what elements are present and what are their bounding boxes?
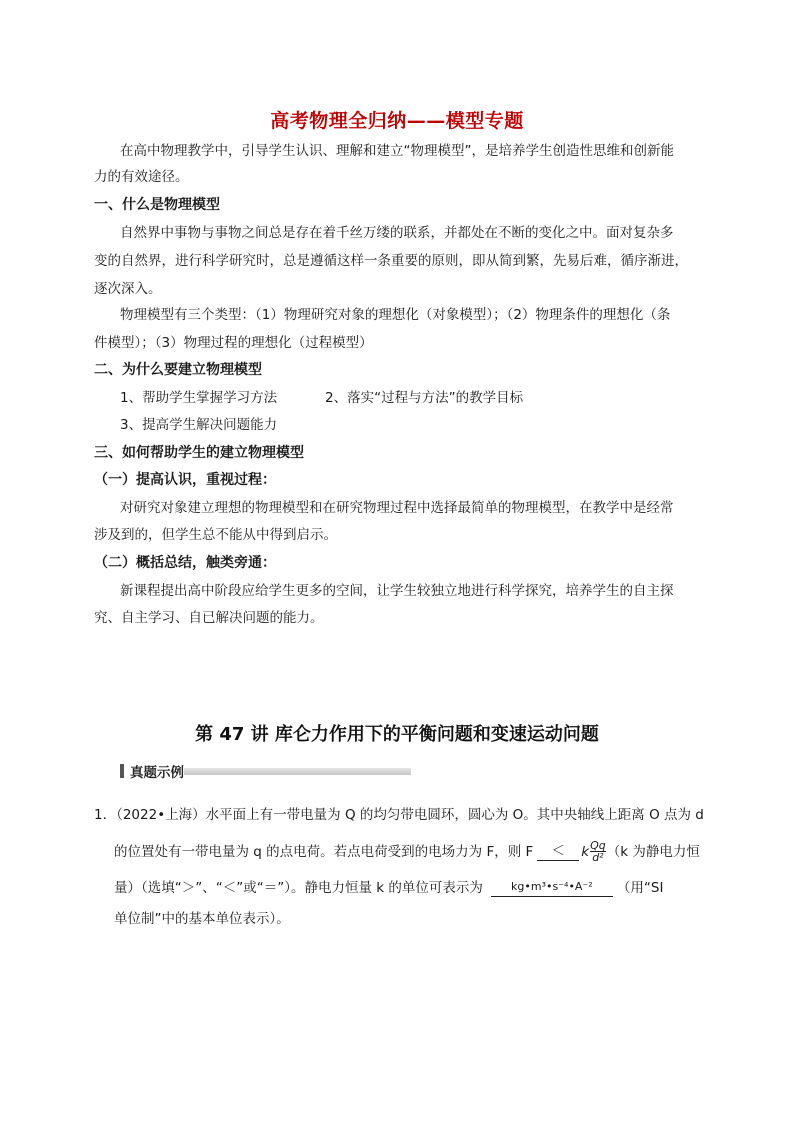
- lecture-title: 第 47 讲 库仑力作用下的平衡问题和变速运动问题: [195, 724, 599, 745]
- fraction-numerator: Qq: [590, 839, 606, 852]
- document-title: 高考物理全归纳——模型专题: [270, 110, 524, 132]
- answer-blank: ＜: [537, 842, 579, 861]
- coulomb-constant: k: [581, 843, 590, 860]
- section-3-heading: 三、如何帮助学生的建立物理模型: [94, 445, 304, 461]
- question-text: 的位置处有一带电量为 q 的点电荷。若点电荷受到的电场力为 F，则 F: [114, 843, 534, 860]
- section-rule: [184, 768, 411, 775]
- section-1-paragraph-line: 变的自然界，进行科学研究时，总是遵循这样一条重要的原则，即从简到繁，先易后难，循序渐进，: [94, 253, 688, 269]
- section-1-paragraph-line: 件模型）；（3）物理过程的理想化（过程模型）: [94, 335, 373, 351]
- fraction: [590, 840, 606, 863]
- section-1-paragraph-line: 逐次深入。: [94, 281, 162, 297]
- question-1-line: [114, 878, 663, 897]
- section-3-paragraph-line: 对研究对象建立理想的物理模型和在研究物理过程中选择最简单的物理模型，在教学中是经常: [120, 500, 674, 516]
- examples-section-header: [120, 762, 184, 780]
- section-3-subheading: （一）提高认识，重视过程：: [94, 472, 276, 488]
- section-2-heading: 二、为什么要建立物理模型: [94, 362, 262, 378]
- intro-line-1: 在高中物理教学中，引导学生认识、理解和建立“物理模型”，是培养学生创造性思维和创新能: [120, 143, 674, 159]
- section-2-item: 2、落实“过程与方法”的教学目标: [325, 390, 524, 406]
- question-text: 量）（选填“＞”、“＜”或“＝”）。静电力恒量 k 的单位可表示为: [114, 879, 483, 896]
- section-3-paragraph-line: 涉及到的，但学生总不能从中得到启示。: [94, 527, 337, 543]
- section-3-paragraph-line: 究、自主学习、自已解决问题的能力。: [94, 610, 324, 626]
- section-marker: [120, 764, 124, 778]
- section-1-paragraph-line: 物理模型有三个类型：（1）物理研究对象的理想化（对象模型）；（2）物理条件的理想化（条: [120, 307, 671, 323]
- question-1-line: [114, 840, 700, 863]
- section-3-paragraph-line: 新课程提出高中阶段应给学生更多的空间，让学生较独立地进行科学探究，培养学生的自主探: [120, 583, 674, 599]
- question-text: （k 为静电力恒: [606, 843, 700, 860]
- section-2-item: 1、帮助学生掌握学习方法: [120, 390, 278, 406]
- fraction-denominator: d²: [592, 851, 604, 864]
- intro-line-2: 力的有效途径。: [94, 169, 189, 185]
- question-text: （用“SI: [616, 879, 664, 896]
- section-1-paragraph-line: 自然界中事物与事物之间总是存在着千丝万缕的联系，并都处在不断的变化之中。面对复杂多: [120, 225, 674, 241]
- answer-blank: kg•m³•s⁻⁴•A⁻²: [491, 878, 613, 897]
- section-1-heading: 一、什么是物理模型: [94, 197, 220, 213]
- section-2-item: 3、提高学生解决问题能力: [120, 417, 278, 433]
- examples-label: 真题示例: [130, 765, 184, 781]
- question-1-line: 1．（2022•上海）水平面上有一带电量为 Q 的均匀带电圆环，圆心为 O。其中央轴线上距离 O 点为 d: [94, 807, 704, 823]
- question-1-line: 单位制”中的基本单位表示）。: [114, 911, 290, 927]
- section-3-subheading: （二）概括总结，触类旁通：: [94, 555, 276, 571]
